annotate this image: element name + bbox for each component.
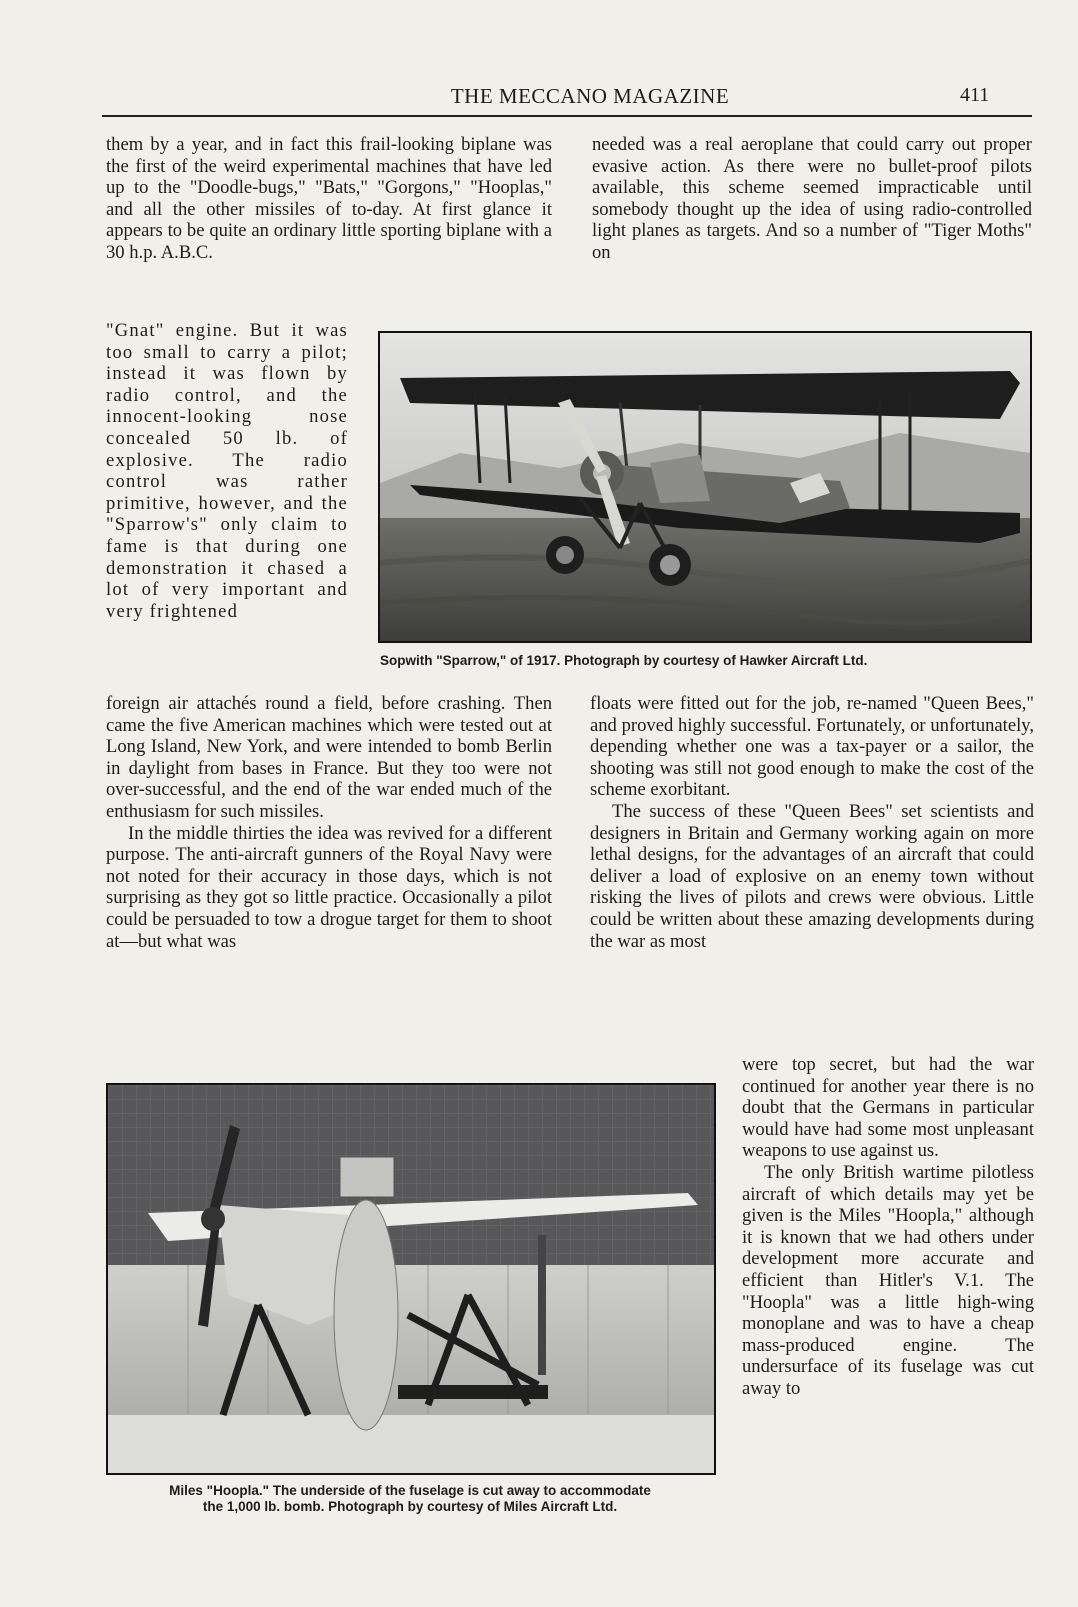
right-mid-paragraph-2: The success of these "Queen Bees" set scientists and designers in Britain and Germany working again on more lethal designs, for the advantages of an aircraft that could deliver a load of explosive on an enemy town without risking the lives of pilots and crews were obvious. Little could be written about these amazing developments during the war as most bbox=[590, 800, 1034, 952]
left-column-bottom bbox=[106, 693, 552, 952]
sopwith-sparrow-photo bbox=[378, 331, 1032, 643]
left-column-top bbox=[106, 134, 552, 264]
biplane-illustration bbox=[380, 333, 1030, 641]
right-column-narrow bbox=[742, 1054, 1034, 1400]
left-bottom-paragraph-1: foreign air attachés round a field, before crashing. Then came the five American machines which were tested out at Long Island, New York, and were intended to bomb Berlin in daylight from bases in France. But they too were not over-successful, and the end of the war ended much of the enthusiasm for such missiles. bbox=[106, 693, 552, 822]
hoopla-caption-line-1: Miles "Hoopla." The underside of the fuselage is cut away to accommodate bbox=[169, 1483, 651, 1498]
magazine-title: THE MECCANO MAGAZINE bbox=[450, 84, 730, 108]
right-top-paragraph: needed was a real aeroplane that could carry out proper evasive action. As there were no bullet-proof pilots available, this scheme seemed impracticable until somebody thought up the idea of using radio-controlled light planes as targets. And so a number of "Tiger Moths" on bbox=[592, 134, 1032, 263]
header-rule bbox=[102, 115, 1032, 117]
left-bottom-paragraph-2: In the middle thirties the idea was revived for a different purpose. The anti-aircraft gunners of the Royal Navy were not noted for their accuracy in those days, which is not surprising as they got so little practice. Occasionally a pilot could be persuaded to tow a drogue target for them to shoot at—but what was bbox=[106, 822, 552, 952]
sparrow-caption: Sopwith "Sparrow," of 1917. Photograph by courtesy of Hawker Aircraft Ltd. bbox=[380, 653, 868, 668]
hoopla-caption bbox=[100, 1483, 720, 1515]
left-narrow-paragraph: "Gnat" engine. But it was too small to carry a pilot; instead it was flown by radio control, and the innocent-looking nose concealed 50 lb. of explosive. The radio control was rather primitive, however, and the "Sparrow's" only claim to fame is that during one demonstration it chased a lot of very important and very frightened bbox=[106, 320, 348, 622]
miles-hoopla-photo bbox=[106, 1083, 716, 1475]
hoopla-caption-line-2: the 1,000 lb. bomb. Photograph by courtesy of Miles Aircraft Ltd. bbox=[202, 1499, 618, 1514]
right-mid-paragraph-1: floats were fitted out for the job, re-named "Queen Bees," and proved highly successful. Fortunately, or unfortunately, depending whether one was a tax-payer or a sailor, the shooting was still not good enough to make the cost of the scheme exorbitant. bbox=[590, 693, 1034, 801]
left-top-paragraph: them by a year, and in fact this frail-looking biplane was the first of the weird experimental machines that have led up to the "Doodle-bugs," "Bats," "Gorgons," "Hooplas," and all the other missiles of to-day. At first glance it appears to be quite an ordinary little sporting biplane with a 30 h.p. A.B.C. bbox=[106, 134, 552, 263]
right-column-middle bbox=[590, 693, 1034, 952]
monoplane-illustration bbox=[108, 1085, 714, 1473]
right-narrow-paragraph-2: The only British wartime pilotless aircraft of which details may yet be given is the Miles "Hoopla," although it is known that we had others under development more accurate and efficient than Hitler's V.1. The "Hoopla" was a little high-wing monoplane and was to have a cheap mass-produced engine. The undersurface of its fuselage was cut away to bbox=[742, 1161, 1034, 1399]
page-number: 411 bbox=[960, 84, 990, 106]
left-column-narrow bbox=[106, 320, 348, 622]
right-column-top bbox=[592, 134, 1032, 264]
right-narrow-paragraph-1: were top secret, but had the war continued for another year there is no doubt that the Germans in particular would have had some most unpleasant weapons to use against us. bbox=[742, 1054, 1034, 1162]
